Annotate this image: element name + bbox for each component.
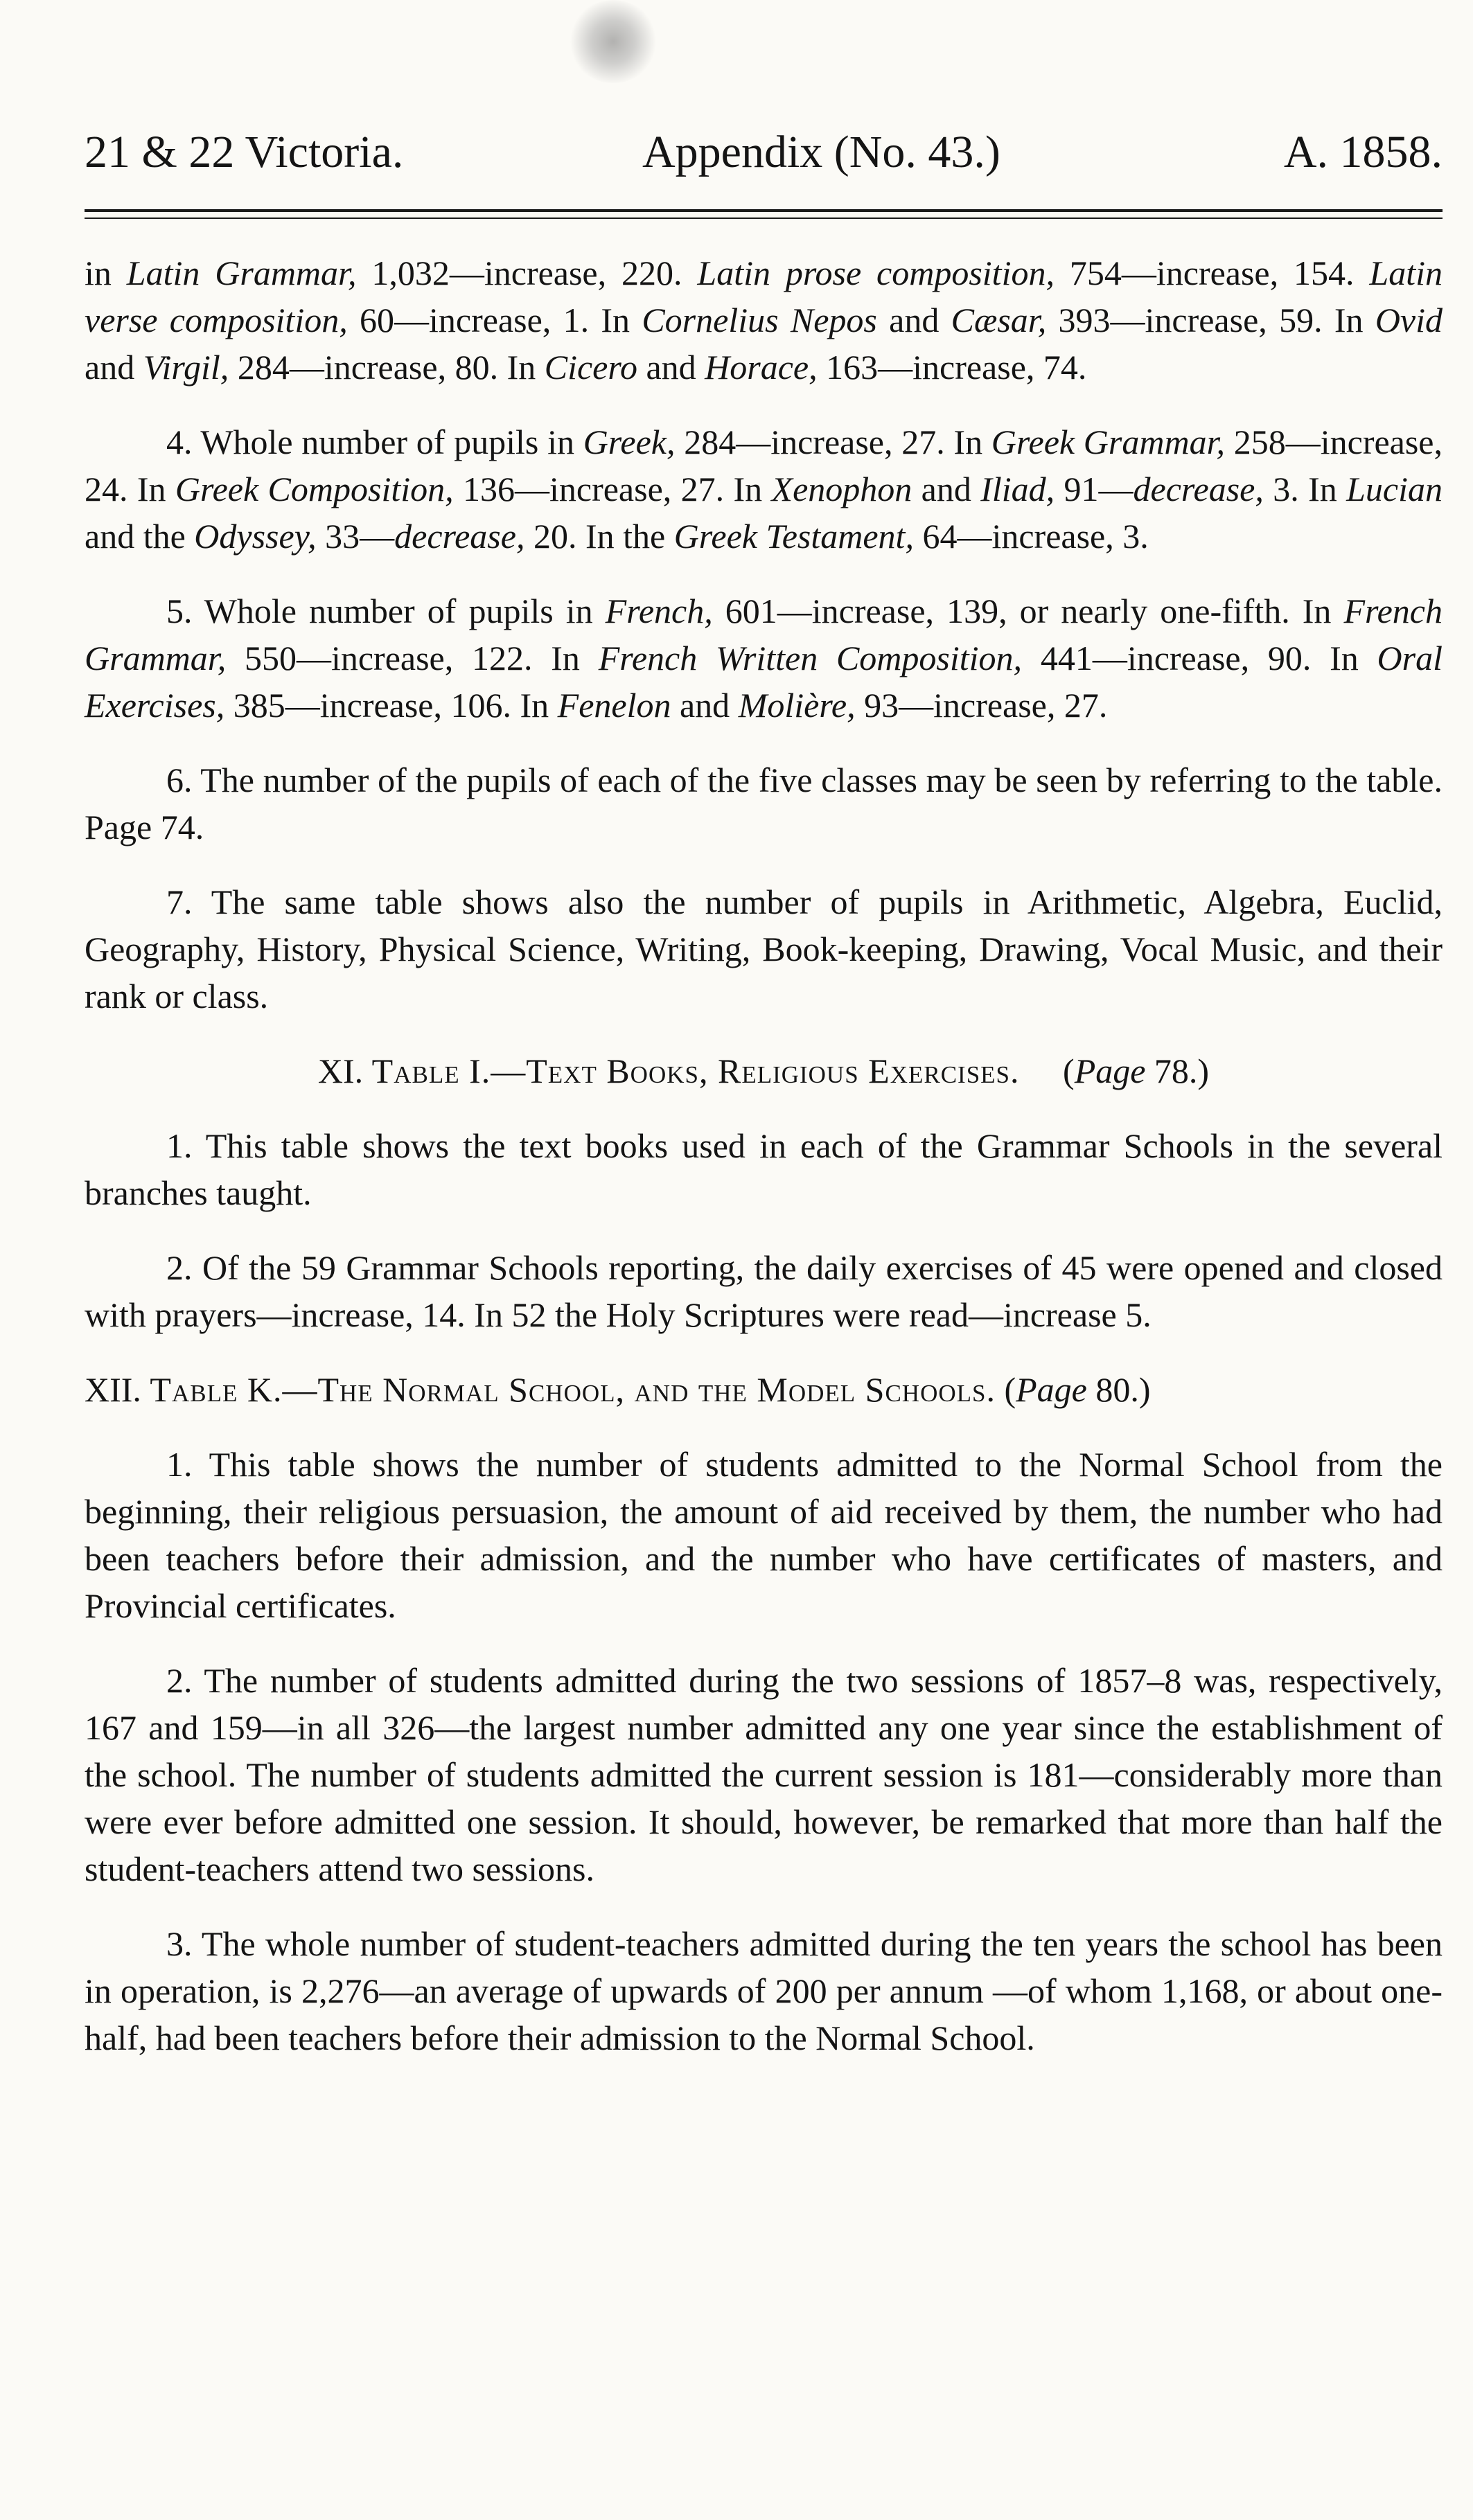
paragraph-greek: 4. Whole number of pupils in Greek, 284—increase, 27. In Greek Grammar, 258—increase, 24. In Greek Composition, 136—increase, 27. In Xenophon and Iliad, 91—decrease, 3. In Lucian and the Odyssey, 33—decrease, 20. In the Greek Testament, 64—increase, 3. [85, 423, 1443, 556]
paragraph-latin-continued: in Latin Grammar, 1,032—increase, 220. Latin prose composition, 754—increase, 154. Latin verse composition, 60—increase, 1. In Cornelius Nepos and Cæsar, 393—increase, 59. In Ovid and Virgil, 284—increase, 80. In Cicero and Horace, 163—increase, 74. [85, 254, 1443, 387]
paragraph-text-books: 1. This table shows the text books used in each of the Grammar Schools in the several branches taught. [85, 1126, 1443, 1212]
paragraph-sessions: 2. The number of students admitted during the two sessions of 1857–8 was, respectively, 167 and 159—in all 326—the largest number admitted any one year since the establishment of the school. The number of students admitted the current session is 181—considerably more than were ever before admitted one session. It should, however, be remarked that more than half the student-teachers attend two sessions. [85, 1661, 1443, 1888]
running-header [85, 125, 1443, 180]
paragraph-prayers: 2. Of the 59 Grammar Schools reporting, the daily exercises of 45 were opened and closed with prayers—increase, 14. In 52 the Holy Scriptures were read—increase 5. [85, 1248, 1443, 1334]
section-heading-xii: XII. Table K.—The Normal School, and the Model Schools. (Page 80.) [85, 1370, 1151, 1409]
header-rule-thin [85, 218, 1443, 219]
header-session: 21 & 22 Victoria. [85, 127, 404, 177]
paragraph-subjects: 7. The same table shows also the number of pupils in Arithmetic, Algebra, Euclid, Geography, History, Physical Science, Writing, Book-keeping, Drawing, Vocal Music, and their rank or class. [85, 882, 1443, 1015]
header-year: A. 1858. [1283, 127, 1443, 177]
section-heading-xi: XI. Table I.—Text Books, Religious Exercises. (Page 78.) [317, 1052, 1210, 1090]
header-appendix: Appendix (No. 43.) [642, 127, 1000, 177]
body-text [85, 249, 1443, 2089]
ink-smudge [568, 0, 658, 83]
paragraph-total-admitted: 3. The whole number of student-teachers admitted during the ten years the school has been in operation, is 2,276—an average of upwards of 200 per annum —of whom 1,168, or about one-half, had been teachers before their admission to the Normal School. [85, 1924, 1443, 2057]
header-rule-thick [85, 209, 1443, 212]
paragraph-classes: 6. The number of the pupils of each of the five classes may be seen by referring to the table. Page 74. [85, 761, 1443, 846]
paragraph-french: 5. Whole number of pupils in French, 601—increase, 139, or nearly one-fifth. In French Grammar, 550—increase, 122. In French Written Composition, 441—increase, 90. In Oral Exercises, 385—increase, 106. In Fenelon and Molière, 93—increase, 27. [85, 592, 1443, 725]
paragraph-normal-school: 1. This table shows the number of students admitted to the Normal School from the beginning, their religious persuasion, the amount of aid received by them, the number who had been teachers before their admission, and the number who have certificates of masters, and Provincial certificates. [85, 1445, 1443, 1625]
